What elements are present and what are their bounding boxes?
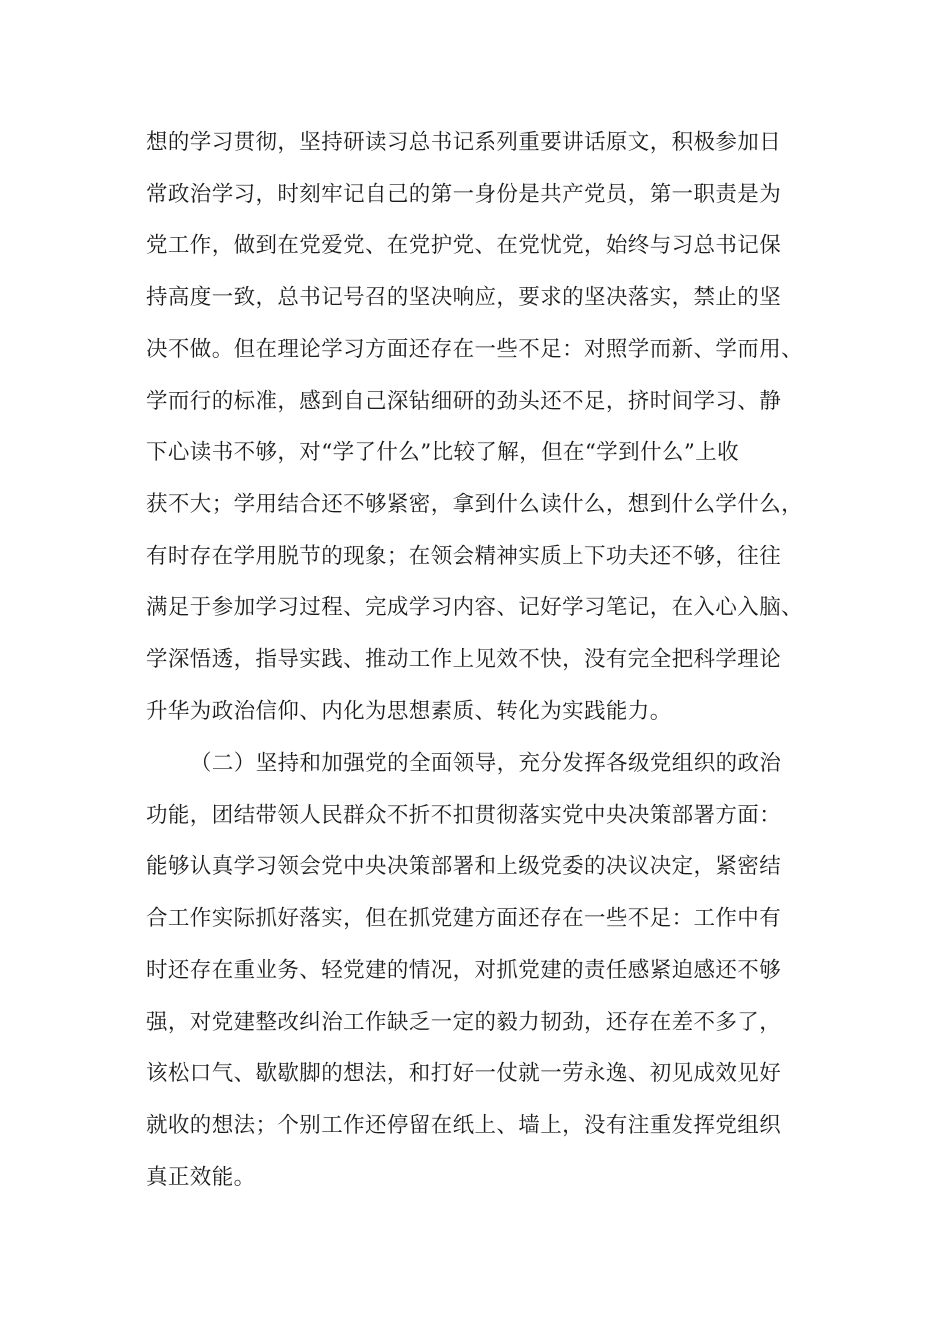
text-line: 就收的想法；个别工作还停留在纸上、墙上，没有注重发挥党组织 — [146, 1112, 782, 1138]
text-line: 学而行的标准，感到自己深钻细研的劲头还不足，挤时间学习、静 — [146, 388, 782, 414]
text-line: 该松口气、歇歇脚的想法，和打好一仗就一劳永逸、初见成效见好 — [146, 1061, 782, 1087]
text-line: （二）坚持和加强党的全面领导，充分发挥各级党组织的政治 — [190, 751, 782, 776]
text-line: 有时存在学用脱节的现象；在领会精神实质上下功夫还不够，往往 — [146, 543, 782, 569]
text-line: 党工作，做到在党爱党、在党护党、在党忧党，始终与习总书记保 — [146, 233, 782, 259]
text-line: 升华为政治信仰、内化为思想素质、转化为实践能力。 — [146, 698, 672, 724]
text-line: 功能，团结带领人民群众不折不扣贯彻落实党中央决策部署方面： — [146, 802, 782, 828]
text-line: 能够认真学习领会党中央决策部署和上级党委的决议决定，紧密结 — [146, 854, 782, 880]
text-line: 获不大；学用结合还不够紧密，拿到什么读什么，想到什么学什么， — [146, 491, 804, 517]
text-line: 满足于参加学习过程、完成学习内容、记好学习笔记，在入心入脑、 — [146, 595, 804, 621]
text-line: 时还存在重业务、轻党建的情况，对抓党建的责任感紧迫感还不够 — [146, 957, 782, 983]
text-line: 学深悟透，指导实践、推动工作上见效不快，没有完全把科学理论 — [146, 647, 782, 672]
text-line: 常政治学习，时刻牢记自己的第一身份是共产党员，第一职责是为 — [146, 181, 782, 207]
text-line: 决不做。但在理论学习方面还存在一些不足：对照学而新、学而用、 — [146, 336, 804, 362]
text-line: 合工作实际抓好落实，但在抓党建方面还存在一些不足：工作中有 — [146, 906, 782, 932]
text-line: 强，对党建整改纠治工作缺乏一定的毅力韧劲，还存在差不多了， — [146, 1009, 782, 1035]
text-line: 真正效能。 — [146, 1164, 256, 1190]
text-line: 持高度一致，总书记号召的坚决响应，要求的坚决落实，禁止的坚 — [146, 285, 782, 311]
text-line: 想的学习贯彻，坚持研读习总书记系列重要讲话原文，积极参加日 — [146, 130, 782, 155]
text-line: 下心读书不够，对“学了什么”比较了解，但在“学到什么”上收 — [146, 440, 740, 466]
